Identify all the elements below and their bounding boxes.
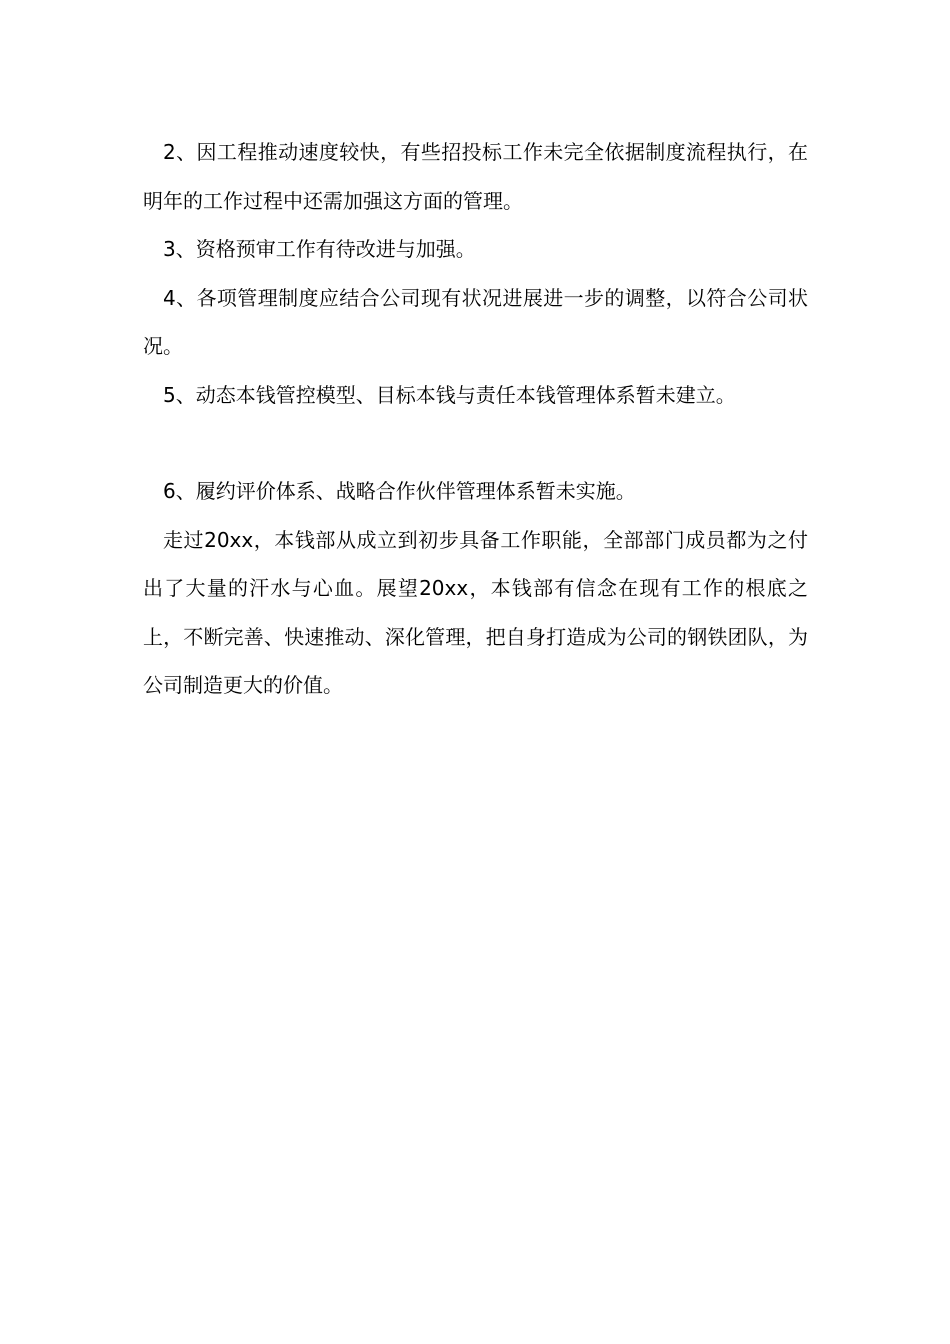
document-body [143, 128, 808, 710]
paragraph-issue-6: 6、履约评价体系、战略合作伙伴管理体系暂未实施。 [163, 479, 636, 503]
paragraph-issue-4: 4、各项管理制度应结合公司现有状况进展进一步的调整，以符合公司状况。 [143, 285, 808, 358]
paragraph-outlook: 走过20xx，本钱部从成立到初步具备工作职能，全部部门成员都为之付出了大量的汗水与心血。展望20xx，本钱部有信念在现有工作的根底之上，不断完善、快速推动、深化管理，把自身打造成为公司的钢铁团队，为公司制造更大的价值。 [143, 527, 808, 697]
paragraph-issue-3: 3、资格预审工作有待改进与加强。 [163, 237, 476, 261]
paragraph-issue-5: 5、动态本钱管控模型、目标本钱与责任本钱管理体系暂未建立。 [163, 382, 736, 407]
paragraph-issue-2: 2、因工程推动速度较快，有些招投标工作未完全依据制度流程执行，在明年的工作过程中还需加强这方面的管理。 [143, 140, 808, 213]
paragraph-spacer [143, 419, 808, 467]
